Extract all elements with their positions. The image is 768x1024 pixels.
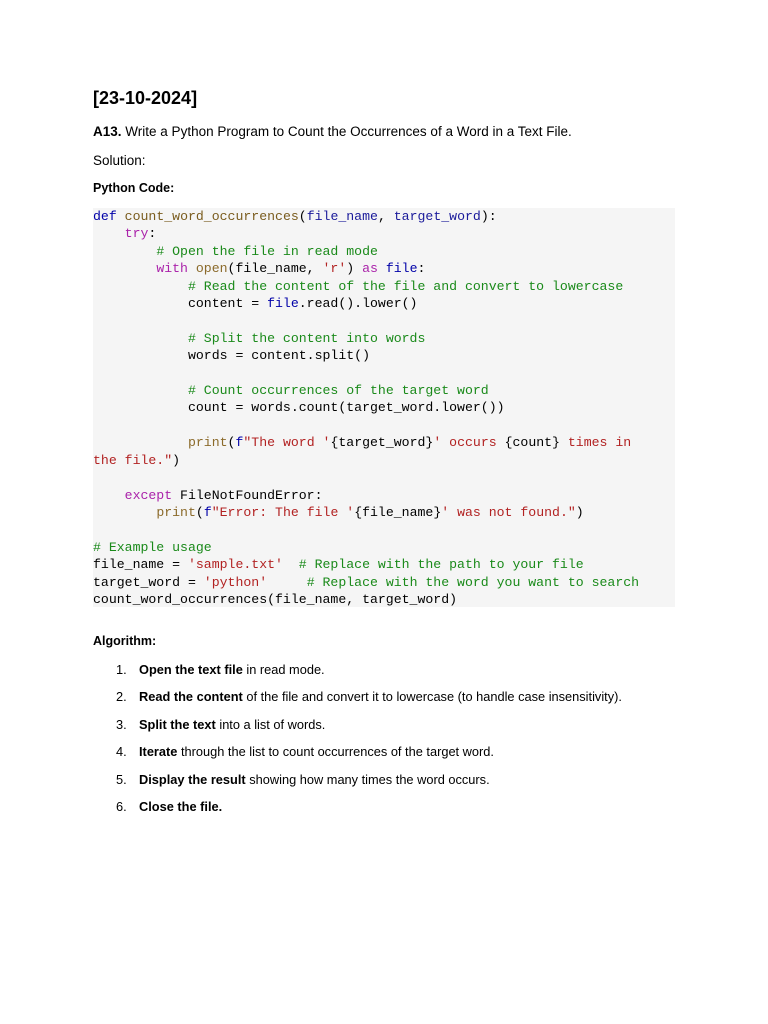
algorithm-step — [93, 689, 622, 716]
algorithm-step — [93, 744, 622, 771]
step-text: in read mode. — [242, 662, 325, 677]
algorithm-step — [93, 772, 622, 799]
algorithm-label: Algorithm: — [93, 634, 157, 648]
step-text: of the file and convert it to lowercase (to handle case insensitivity). — [242, 689, 622, 705]
step-number: 1. — [116, 662, 127, 677]
algorithm-steps-list — [93, 662, 622, 826]
step-number: 2. — [116, 689, 127, 705]
step-bold-text: Split the text — [139, 716, 216, 732]
question-id: A13. — [93, 124, 122, 139]
step-text: showing how many times the word occurs. — [245, 771, 490, 787]
step-bold-text: Display the result — [139, 771, 246, 787]
algorithm-step — [93, 717, 622, 744]
python-code-label: Python Code: — [93, 181, 175, 195]
step-text: through the list to count occurrences of the target word. — [177, 744, 494, 760]
question-text: Write a Python Program to Count the Occurrences of a Word in a Text File. — [125, 124, 572, 139]
algorithm-step — [93, 662, 622, 689]
step-number: 6. — [116, 798, 127, 814]
step-bold-text: Open the text file — [139, 662, 243, 677]
code-text: def count_word_occurrences(file_name, target_word): try: # Open the file in read mode with open(file_name, 'r') as file: # Read the content of the file and convert to lowercase content = file.read().lower() # Split the content into words words = content.split() # Count occurrences of the target word count = words.count(target_word.lower()) print(f"The word '{target_word}' occurs {count} times in the file.") except FileNotFoundError: print(f"Error: The file '{file_name}' was not found.") # Example usage file_name = 'sample.txt' # Replace with the path to your file target_word = 'python' # Replace with the word you want to search count_word_occurrences(file_name, target_word) — [93, 209, 640, 607]
solution-label: Solution: — [93, 153, 146, 168]
code-block — [93, 208, 675, 607]
question-line — [93, 124, 572, 139]
step-bold-text: Iterate — [139, 744, 178, 760]
date-heading: [23-10-2024] — [93, 88, 198, 108]
step-number: 3. — [116, 716, 127, 732]
algorithm-step — [93, 799, 622, 826]
step-bold-text: Close the file. — [139, 798, 223, 814]
step-bold-text: Read the content — [139, 689, 243, 705]
step-text: into a list of words. — [215, 716, 326, 732]
step-number: 5. — [116, 771, 127, 787]
step-number: 4. — [116, 744, 127, 760]
